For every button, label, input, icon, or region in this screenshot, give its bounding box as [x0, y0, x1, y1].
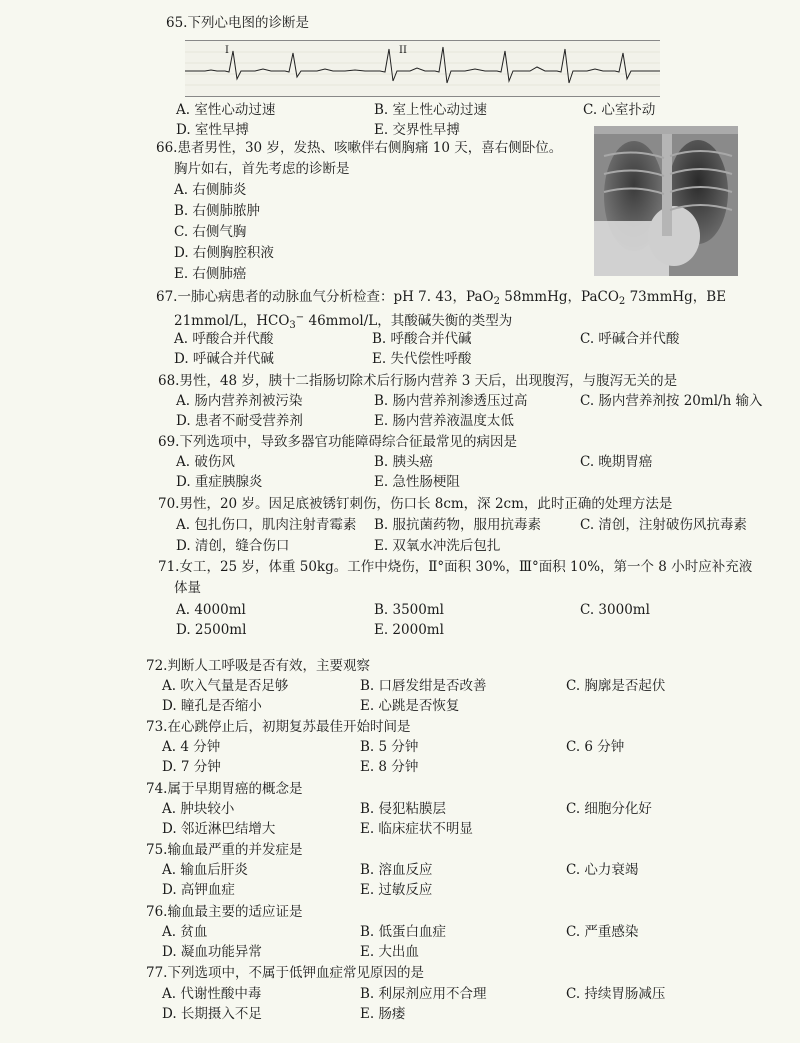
- subscript: 2: [618, 296, 626, 307]
- question-stem: 66.患者男性，30 岁，发热、咳嗽伴右侧胸痛 10 天，喜右侧卧位。: [156, 140, 563, 156]
- option-b: B. 溶血反应: [360, 862, 433, 878]
- option-d: D. 高钾血症: [162, 882, 235, 898]
- option-b: B. 低蛋白血症: [360, 924, 447, 940]
- question-stem: 74.属于早期胃癌的概念是: [146, 781, 303, 797]
- option-d: D. 患者不耐受营养剂: [176, 413, 303, 429]
- ecg-lead-label: II: [399, 45, 407, 56]
- option-c: C. 呼碱合并代酸: [580, 331, 680, 347]
- option-b: B. 3500ml: [374, 602, 444, 618]
- option-c: C. 肠内营养剂按 20ml/h 输入: [580, 393, 763, 409]
- option-b: B. 5 分钟: [360, 739, 419, 755]
- option-d: D. 2500ml: [176, 622, 247, 638]
- question-stem: 76.输血最主要的适应证是: [146, 904, 303, 920]
- option-a: A. 破伤风: [176, 454, 235, 470]
- option-c: C. 胸廓是否起伏: [566, 678, 666, 694]
- option-d: D. 长期摄入不足: [162, 1006, 262, 1022]
- option-a: A. 4 分钟: [162, 739, 221, 755]
- option-e: E. 过敏反应: [360, 882, 433, 898]
- question-stem: 体量: [174, 580, 201, 596]
- question-stem: 72.判断人工呼吸是否有效，主要观察: [146, 658, 370, 674]
- option-d: D. 室性早搏: [176, 122, 249, 138]
- option-b: B. 服抗菌药物，服用抗毒素: [374, 517, 542, 533]
- chest-xray-image: [594, 126, 738, 276]
- option-c: C. 晚期胃癌: [580, 454, 653, 470]
- option-d: D. 重症胰腺炎: [176, 474, 263, 490]
- option-b: B. 侵犯粘膜层: [360, 801, 447, 817]
- option-a: A. 室性心动过速: [176, 102, 276, 118]
- option-e: E. 2000ml: [374, 622, 444, 638]
- option-a: A. 4000ml: [176, 602, 246, 618]
- question-stem-part: 21mmol/L，HCO: [174, 313, 290, 329]
- option-b: B. 口唇发绀是否改善: [360, 678, 487, 694]
- option-c: C. 细胞分化好: [566, 801, 652, 817]
- option-c: C. 右侧气胸: [174, 224, 247, 240]
- question-stem: 69.下列选项中，导致多器官功能障碍综合征最常见的病因是: [158, 434, 517, 450]
- option-a: A. 代谢性酸中毒: [162, 986, 262, 1002]
- question-stem: 77.下列选项中，不属于低钾血症常见原因的是: [146, 965, 424, 981]
- question-stem-part: 73mmHg，BE: [625, 289, 727, 305]
- option-b: B. 利尿剂应用不合理: [360, 986, 487, 1002]
- option-e: E. 肠瘘: [360, 1006, 406, 1022]
- option-b: B. 胰头癌: [374, 454, 434, 470]
- option-a: A. 贫血: [162, 924, 208, 940]
- option-c: C. 持续胃肠减压: [566, 986, 666, 1002]
- option-e: E. 双氧水冲洗后包扎: [374, 538, 501, 554]
- question-stem-part: 46mmol/L，其酸碱失衡的类型为: [304, 313, 513, 329]
- question-stem: 68.男性，48 岁，胰十二指肠切除术后行肠内营养 3 天后，出现腹泻，与腹泻无关的是: [158, 373, 678, 389]
- option-c: C. 严重感染: [566, 924, 639, 940]
- option-a: A. 输血后肝炎: [162, 862, 248, 878]
- question-stem: 65.下列心电图的诊断是: [166, 15, 309, 31]
- subscript: 2: [493, 296, 500, 307]
- option-b: B. 室上性心动过速: [374, 102, 488, 118]
- option-c: C. 6 分钟: [566, 739, 625, 755]
- option-a: A. 包扎伤口，肌肉注射青霉素: [176, 517, 357, 533]
- option-e: E. 交界性早搏: [374, 122, 460, 138]
- option-d: D. 瞳孔是否缩小: [162, 698, 262, 714]
- option-e: E. 右侧肺癌: [174, 266, 247, 282]
- option-e: E. 大出血: [360, 944, 419, 960]
- option-d: D. 呼碱合并代碱: [174, 351, 274, 367]
- option-b: B. 右侧肺脓肿: [174, 203, 261, 219]
- option-e: E. 失代偿性呼酸: [372, 351, 472, 367]
- question-stem-part: 67.一肺心病患者的动脉血气分析检查：pH 7. 43，PaO: [156, 289, 494, 305]
- option-e: E. 肠内营养液温度太低: [374, 413, 514, 429]
- option-a: A. 肿块较小: [162, 801, 235, 817]
- option-a: A. 呼酸合并代酸: [174, 331, 274, 347]
- superscript: −: [295, 312, 305, 323]
- option-d: D. 清创，缝合伤口: [176, 538, 290, 554]
- question-stem: 73.在心跳停止后，初期复苏最佳开始时间是: [146, 719, 411, 735]
- option-a: A. 肠内营养剂被污染: [176, 393, 303, 409]
- option-d: D. 7 分钟: [162, 759, 221, 775]
- option-c: C. 3000ml: [580, 602, 650, 618]
- option-c: C. 清创，注射破伤风抗毒素: [580, 517, 747, 533]
- subscript: 3: [289, 320, 296, 331]
- option-c: C. 心力衰竭: [566, 862, 639, 878]
- option-e: E. 急性肠梗阻: [374, 474, 460, 490]
- question-stem: 71.女工，25 岁，体重 50kg。工作中烧伤，Ⅱ°面积 30%，Ⅲ°面积 10%，第一个 8 小时应补充液: [158, 559, 753, 575]
- question-stem-part: 58mmHg，PaCO: [500, 289, 619, 305]
- question-stem: 70.男性，20 岁。因足底被锈钉刺伤，伤口长 8cm，深 2cm，此时正确的处理方法是: [158, 496, 673, 512]
- option-e: E. 临床症状不明显: [360, 821, 473, 837]
- option-d: D. 凝血功能异常: [162, 944, 262, 960]
- ecg-strip-image: [185, 40, 660, 97]
- ecg-lead-label: I: [225, 45, 229, 56]
- option-c: C. 心室扑动: [583, 102, 656, 118]
- option-d: D. 邻近淋巴结增大: [162, 821, 276, 837]
- option-e: E. 心跳是否恢复: [360, 698, 460, 714]
- option-d: D. 右侧胸腔积液: [174, 245, 274, 261]
- option-a: A. 右侧肺炎: [174, 182, 247, 198]
- question-stem: 75.输血最严重的并发症是: [146, 842, 303, 858]
- question-stem: 胸片如右，首先考虑的诊断是: [174, 161, 350, 177]
- option-b: B. 呼酸合并代碱: [372, 331, 472, 347]
- option-a: A. 吹入气量是否足够: [162, 678, 289, 694]
- option-e: E. 8 分钟: [360, 759, 419, 775]
- option-b: B. 肠内营养剂渗透压过高: [374, 393, 528, 409]
